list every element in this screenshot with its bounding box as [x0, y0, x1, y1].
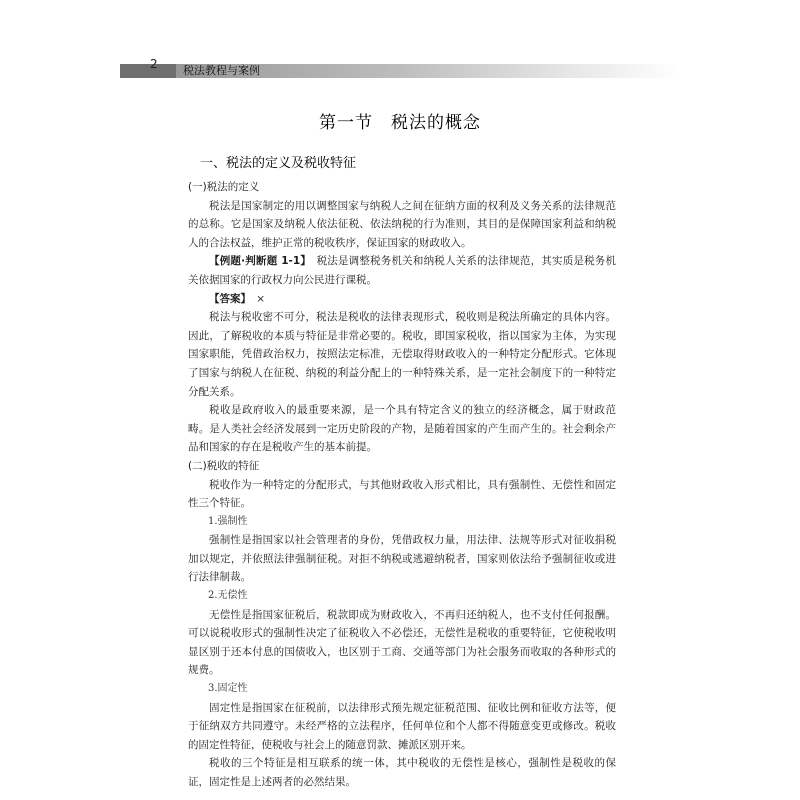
paragraph: 税法是国家制定的用以调整国家与纳税人之间在征纳方面的权利及义务关系的法律规范的总称。它是国家及纳税人依法征税、依法纳税的行为准则，其目的是保障国家利益和纳税人的合法权益，维护正常的税收秩序，保证国家的财政收入。	[188, 199, 616, 249]
example-question	[188, 252, 616, 289]
heading-definition-and-features: 一、税法的定义及税收特征	[200, 156, 357, 171]
body-text	[188, 178, 616, 792]
answer-label: 【答案】	[209, 292, 246, 305]
example-label: 【例题·判断题 1-1】	[209, 255, 306, 268]
subheading-tax-features: (二)税收的特征	[188, 459, 260, 472]
item-heading-fixed: 3.固定性	[208, 683, 248, 695]
paragraph: 固定性是指国家在征税前，以法律形式预先规定征税范围、征收比例和征收方法等，便于征纳双方共同遵守。未经严格的立法程序，任何单位和个人都不得随意变更或修改。税收的固定性特征，使税收与社会上的随意罚款、摊派区别开来。	[188, 701, 616, 751]
item-heading-compulsory: 1.强制性	[208, 515, 248, 527]
book-title: 税法教程与案例	[183, 64, 260, 77]
page-number: 2	[150, 57, 158, 71]
paragraph: 税法与税收密不可分，税法是税收的法律表现形式，税收则是税法所确定的具体内容。因此，了解税收的本质与特征是非常必要的。税收，即国家税收，指以国家为主体，为实现国家职能，凭借政治权力，按照法定标准，无偿取得财政收入的一种特定分配形式。它体现了国家与纳税人在征税、纳税的利益分配上的一种特殊关系，是一定社会制度下的一种特定分配关系。	[188, 311, 616, 398]
header-bar-dark-block	[120, 64, 176, 78]
answer-line	[188, 290, 616, 309]
paragraph: 税收的三个特征是相互联系的统一体，其中税收的无偿性是核心，强制性是税收的保证，固定性是上述两者的必然结果。	[188, 757, 616, 788]
example-text: 税法是调整税务机关和纳税人关系的法律规范，其实质是税务机关依据国家的行政权力向公民进行课税。	[188, 255, 616, 286]
paragraph: 税收是政府收入的最重要来源，是一个具有特定含义的独立的经济概念，属于财政范畴。是人类社会经济发展到一定历史阶段的产物，是随着国家的产生而产生的。社会剩余产品和国家的存在是税收产生的基本前提。	[188, 404, 616, 454]
item-heading-gratuitous: 2.无偿性	[208, 590, 248, 602]
paragraph: 无偿性是指国家征税后，税款即成为财政收入，不再归还纳税人，也不支付任何报酬。可以说税收形式的强制性决定了征税收入不必偿还，无偿性是税收的重要特征，它使税收明显区别于还本付息的国债收入，也区别于工商、交通等部门为社会服务而收取的各种形式的规费。	[188, 608, 616, 677]
answer-value: ×	[256, 292, 266, 305]
paragraph: 税收作为一种特定的分配形式，与其他财政收入形式相比，具有强制性、无偿性和固定性三个特征。	[188, 478, 616, 510]
section-title: 第一节 税法的概念	[319, 113, 481, 133]
subheading-tax-law-definition: (一)税法的定义	[188, 181, 260, 193]
paragraph: 强制性是指国家以社会管理者的身份，凭借政权力量，用法律、法规等形式对征收捐税加以规定，并依照法律强制征税。对拒不纳税或逃避纳税者，国家则依法给予强制征收或进行法律制裁。	[188, 534, 616, 584]
